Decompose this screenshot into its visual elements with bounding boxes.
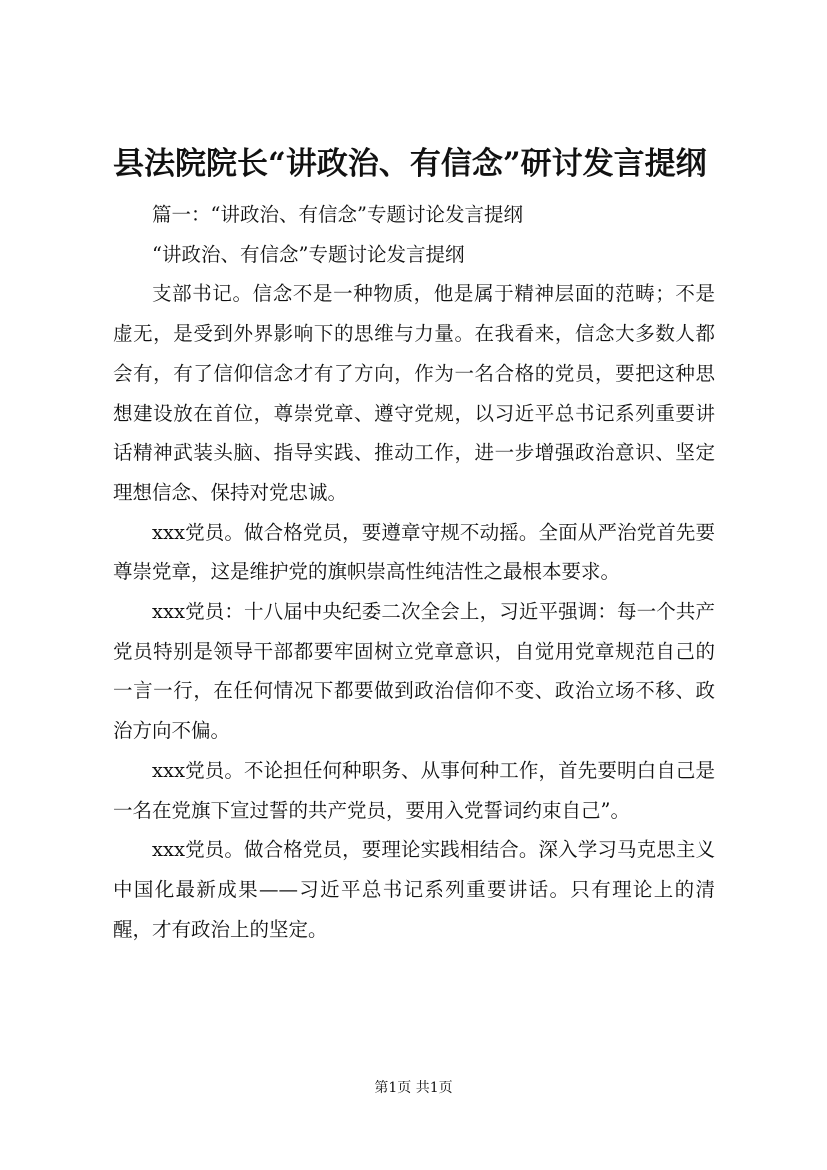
paragraph-member-2: xxx党员：十八届中央纪委二次全会上，习近平强调：每一个共产党员特别是领导干部都要牢固树立党章意识，自觉用党章规范自己的一言一行，在任何情况下都要做到政治信仰不变、政治立场不移、政治方向不偏。 [113,600,715,743]
document-title: 县法院院长“讲政治、有信念”研讨发言提纲 [113,146,707,182]
paragraph-member-3: xxx党员。不论担任何种职务、从事何种工作，首先要明白自己是一名在党旗下宣过誓的共产党员，要用入党誓词约束自己”。 [113,758,715,822]
page-footer: 第1页 共1页 [374,1080,453,1096]
paragraph-member-1: xxx党员。做合格党员，要遵章守规不动摇。全面从严治党首先要尊崇党章，这是维护党的旗帜崇高性纯洁性之最根本要求。 [113,520,715,584]
paragraph-member-4: xxx党员。做合格党员，要理论实践相结合。深入学习马克思主义中国化最新成果——习近平总书记系列重要讲话。只有理论上的清醒，才有政治上的坚定。 [113,838,715,941]
document-body [113,195,715,949]
paragraph-subheading-1: 篇一：“讲政治、有信念”专题讨论发言提纲 [152,203,523,226]
paragraph-subheading-2: “讲政治、有信念”专题讨论发言提纲 [152,242,465,266]
paragraph-branch-secretary: 支部书记。信念不是一种物质，他是属于精神层面的范畴；不是虚无，是受到外界影响下的思维与力量。在我看来，信念大多数人都会有，有了信仰信念才有了方向，作为一名合格的党员，要把这种思想建设放在首位，尊崇党章、遵守党规，以习近平总书记系列重要讲话精神武装头脑、指导实践、推动工作，进一步增强政治意识、坚定理想信念、保持对党忠诚。 [113,282,715,504]
